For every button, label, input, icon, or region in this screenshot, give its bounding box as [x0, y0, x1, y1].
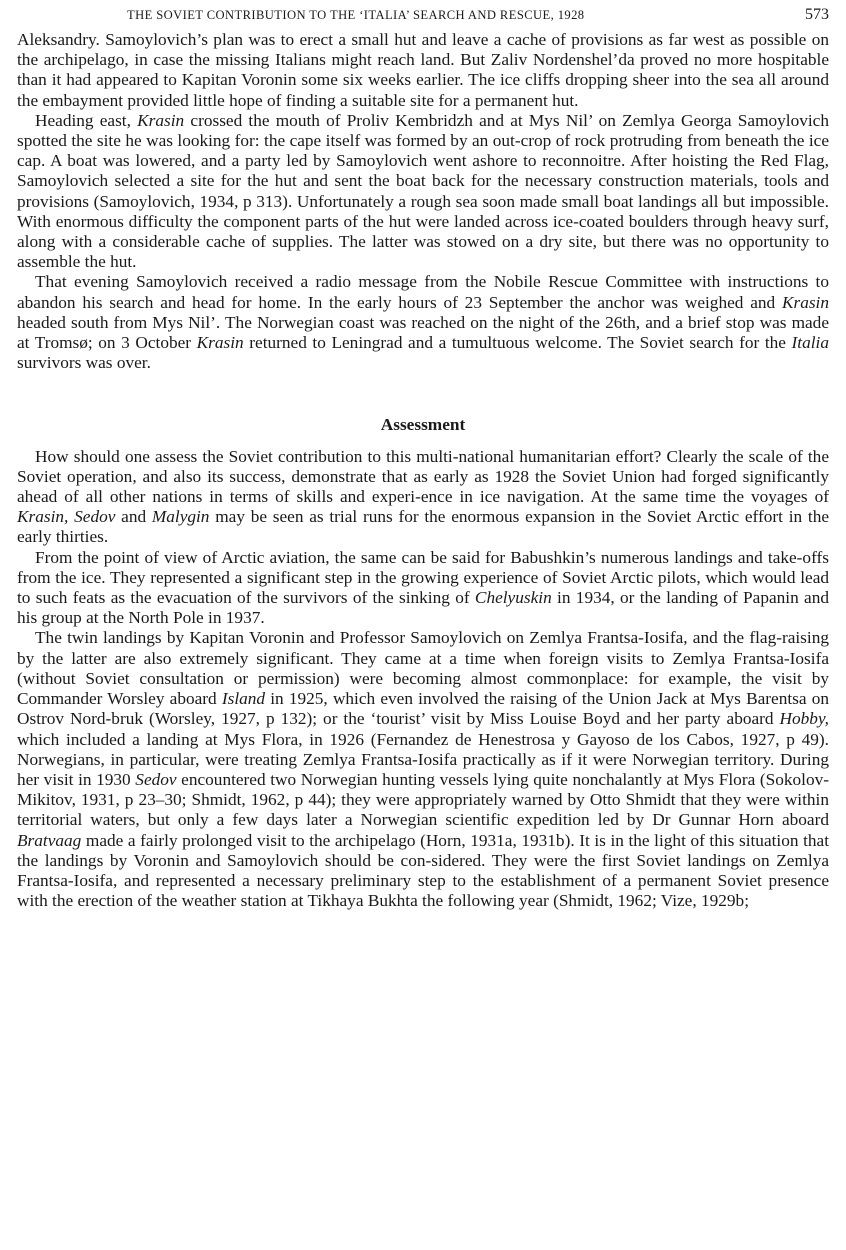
- paragraph: [17, 548, 829, 629]
- text-run: and: [115, 507, 152, 527]
- italic-text-run: Krasin: [137, 110, 185, 130]
- text-run: Aleksandry. Samoylovich’s plan was to erect a small hut and leave a cache of provisions as far west as possible on the archipelago, in case the missing Italians might reach land. But Zaliv Nordenshel’da proved no more hospitable than it had appeared to Kapitan Voronin some six weeks earlier. The ice cliffs dropping sheer into the sea all around the embayment provided little hope of finding a suitable site for a permanent hut.: [17, 30, 829, 110]
- body-text-before: [17, 30, 829, 373]
- italic-text-run: Krasin: [196, 333, 244, 353]
- paragraph: [17, 272, 829, 373]
- running-title: THE SOVIET CONTRIBUTION TO THE ‘ITALIA’ SEARCH AND RESCUE, 1928: [127, 8, 585, 22]
- journal-page: [17, 0, 829, 911]
- text-run: How should one assess the Soviet contribution to this multi-national humanitarian effort? Clearly the scale of the Soviet operation, and also its success, demonstrate that as early as 1928 the Soviet Union had forged significantly ahead of all other nations in terms of skills and experi-ence in ice navigation. At the same time the voyages of: [17, 446, 829, 507]
- italic-text-run: Bratvaag: [17, 830, 82, 850]
- text-run: made a fairly prolonged visit to the archipelago (Horn, 1931a, 1931b). It is in the light of this situation that the landings by Voronin and Samoylovich should be con-sidered. They were the first Soviet landings on Zemlya Frantsa-Iosifa, and represented a necessary preliminary step to the establishment of a permanent Soviet presence with the erection of the weather station at Tikhaya Bukhta the following year (Shmidt, 1962; Vize, 1929b;: [17, 830, 829, 911]
- running-head: [17, 0, 829, 30]
- body-text-after: [17, 447, 829, 912]
- italic-text-run: Krasin, Sedov: [17, 507, 116, 527]
- italic-text-run: Chelyuskin: [474, 588, 552, 608]
- italic-text-run: Krasin: [781, 292, 829, 312]
- text-run: Heading east,: [35, 110, 138, 130]
- italic-text-run: Island: [221, 689, 266, 709]
- italic-text-run: Sedov: [135, 769, 177, 789]
- text-run: may be seen as trial runs for the enormous expansion in the Soviet Arctic effort in the early thirties.: [17, 507, 830, 547]
- paragraph: [17, 111, 829, 273]
- italic-text-run: Italia: [791, 333, 829, 353]
- text-run: The twin landings by Kapitan Voronin and Professor Samoylovich on Zemlya Frantsa-Iosifa, and the flag-raising by the latter are also extremely significant. They came at a time when foreign visits to Zemlya Frantsa-Iosifa (without Soviet consultation or permission) were becoming almost commonplace: for example, the visit by Commander Worsley aboard: [17, 628, 829, 709]
- paragraph: [17, 447, 829, 548]
- text-run: encountered two Norwegian hunting vessels lying quite nonchalantly at Mys Flora (Sokolov-Mikitov, 1931, p 23–30; Shmidt, 1962, p 44); they were appropriately warned by Otto Shmidt that they were within territorial waters, but only a few days later a Norwegian scientific expedition led by Dr Gunnar Horn aboard: [17, 769, 829, 830]
- text-run: in 1925, which even involved the raising of the Union Jack at Mys Barentsa on Ostrov Nord-bruk (Worsley, 1927, p 132); or the ‘tourist’ visit by Miss Louise Boyd and her party aboard: [17, 689, 829, 729]
- text-run: returned to Leningrad and a tumultuous welcome. The Soviet search for the: [243, 333, 792, 353]
- section-spacer: [17, 373, 829, 415]
- text-run: which included a landing at Mys Flora, in 1926 (Fernandez de Henestrosa y Gayoso de los Cabos, 1927, p 49). Norwegians, in particular, were treating Zemlya Frantsa-Iosifa practically as if it were Norwegian territory. During her visit in 1930: [17, 729, 829, 789]
- paragraph: [17, 628, 829, 911]
- paragraph: [17, 30, 829, 111]
- text-run: From the point of view of Arctic aviation, the same can be said for Babushkin’s numerous landings and take-offs from the ice. They represented a significant step in the growing experience of Soviet Arctic pilots, which would lead to such feats as the evacuation of the survivors of the sinking of: [17, 547, 829, 608]
- section-spacer: [17, 436, 829, 447]
- text-run: crossed the mouth of Proliv Kembridzh and at Mys Nil’ on Zemlya Georga Samoylovich spotted the site he was looking for: the cape itself was formed by an out-crop of rock protruding from beneath the ice cap. A boat was lowered, and a party led by Samoylovich went ashore to reconnoitre. After hoisting the Red Flag, Samoylovich selected a site for the hut and sent the boat back for the necessary construction materials, tools and provisions (Samoylovich, 1934, p 313). Unfortunately a rough sea soon made small boat landings all but impossible. With enormous difficulty the component parts of the hut were landed across ice-coated boulders through heavy surf, along with a considerable cache of supplies. The latter was stowed on a dry site, but there was no opportunity to assemble the hut.: [17, 110, 829, 272]
- italic-text-run: Hobby,: [779, 709, 829, 729]
- text-run: survivors was over.: [17, 353, 151, 373]
- text-run: in 1934, or the landing of Papanin and his group at the North Pole in 1937.: [17, 588, 829, 628]
- section-heading: Assessment: [380, 415, 466, 435]
- text-run: headed south from Mys Nil’. The Norwegian coast was reached on the night of the 26th, and a brief stop was made at Tromsø; on 3 October: [17, 312, 829, 353]
- page-number: 573: [805, 6, 829, 23]
- text-run: That evening Samoylovich received a radio message from the Nobile Rescue Committee with instructions to abandon his search and head for home. In the early hours of 23 September the anchor was weighed and: [17, 272, 829, 312]
- italic-text-run: Malygin: [151, 507, 210, 527]
